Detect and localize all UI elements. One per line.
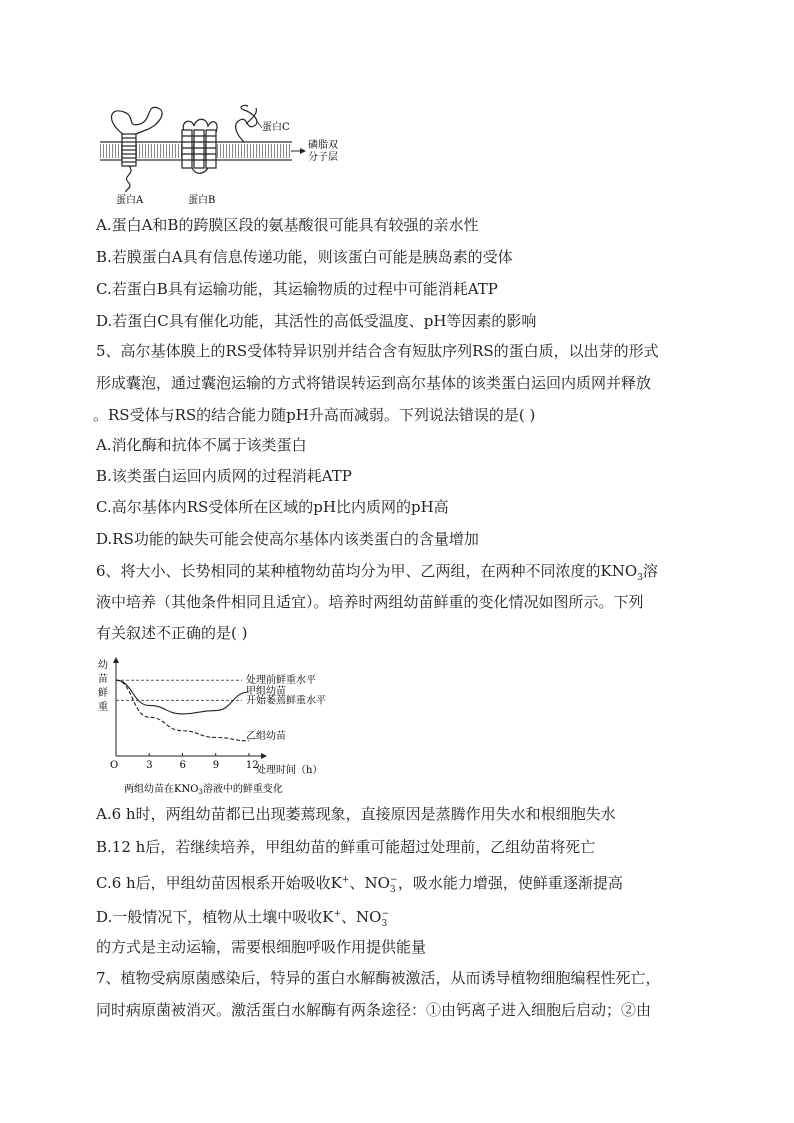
fresh-weight-chart xyxy=(96,656,356,796)
q6-stem-line-2: 液中培养（其他条件相同且适宜）。培养时两组幼苗鲜重的变化情况如图所示。下列 xyxy=(96,593,644,611)
y-axis-label-4: 重 xyxy=(98,702,108,713)
y-axis-label-2: 苗 xyxy=(98,674,108,685)
protein-c-shape xyxy=(236,105,257,142)
q4-option-d: D.若蛋白C具有催化功能，其活性的高低受温度、pH等因素的影响 xyxy=(96,312,537,330)
caption-sub: 3 xyxy=(198,788,203,796)
reference-line-label: 处理前鲜重水平 xyxy=(246,675,316,687)
q5-option-d: D.RS功能的缺失可能会使高尔基体内该类蛋白的含量增加 xyxy=(96,530,479,548)
x-tick-label: 3 xyxy=(146,760,153,771)
q6-stem-1b: 溶 xyxy=(642,562,658,580)
q5-stem-line-3: 。RS受体与RS的结合能力随pH升高而减弱。下列说法错误的是( ) xyxy=(93,406,536,424)
y-axis-label-1: 幼 xyxy=(98,660,108,671)
q6-stem-1-sub: 3 xyxy=(637,573,643,583)
membrane-protein-figure xyxy=(96,104,366,206)
x-tick-label: 12 xyxy=(245,760,259,771)
q7-stem-line-2: 同时病原菌被消灭。激活蛋白水解酶有两条途径：①由钙离子进入细胞后启动；②由 xyxy=(96,1001,652,1019)
q5-option-c: C.高尔基体内RS受体所在区域的pH比内质网的pH高 xyxy=(96,498,449,516)
q6-c-pre: C.6 h后，甲组幼苗因根系开始吸收K xyxy=(96,874,342,892)
q7-stem-line-1: 7、植物受病原菌感染后，特异的蛋白水解酶被激活，从而诱导植物细胞编程性死亡， xyxy=(96,969,661,987)
q6-option-b: B.12 h后，若继续培养，甲组幼苗的鲜重可能超过处理前，乙组幼苗将死亡 xyxy=(96,838,596,856)
q6-c-post: ，吸水能力增强，使鲜重逐渐提高 xyxy=(397,874,623,892)
q6-c-sup1: + xyxy=(341,875,350,885)
protein-b-label: 蛋白B xyxy=(188,195,216,206)
caption-pre: 两组幼苗在KNO xyxy=(124,784,199,795)
series-line-2 xyxy=(116,680,249,741)
q4-option-c: C.若蛋白B具有运输功能，其运输物质的过程中可能消耗ATP xyxy=(96,280,498,298)
bilayer-label-1: 磷脂双 xyxy=(308,140,338,151)
q6-c-sub: 3 xyxy=(389,885,396,895)
q5-option-a: A.消化酶和抗体不属于该类蛋白 xyxy=(96,436,307,454)
protein-c-label: 蛋白C xyxy=(262,122,290,133)
y-axis-label-3: 鲜 xyxy=(98,688,108,699)
q6-c-mid: 、NO xyxy=(349,874,390,892)
q6-option-c xyxy=(96,870,623,893)
x-tick-label: 6 xyxy=(179,760,186,771)
series-label: 乙组幼苗 xyxy=(246,730,286,742)
q5-stem-line-1: 5、高尔基体膜上的RS受体特异识别并结合含有短肽序列RS的蛋白质，以出芽的形式 xyxy=(96,342,659,360)
q6-option-a: A.6 h时，两组幼苗都已出现萎蔫现象，直接原因是蒸腾作用失水和根细胞失水 xyxy=(96,805,616,823)
q6-stem-1a: 6、将大小、长势相同的某种植物幼苗均分为甲、乙两组，在两种不同浓度的KNO xyxy=(96,562,638,580)
q6-stem-line-3: 有关叙述不正确的是( ) xyxy=(96,624,248,642)
q6-d-sup2: − xyxy=(381,909,389,919)
caption-post: 溶液中的鲜重变化 xyxy=(202,784,283,795)
q6-d-sub: 3 xyxy=(381,919,388,929)
q5-option-b: B.该类蛋白运回内质网的过程消耗ATP xyxy=(96,467,352,485)
q6-d-mid: 、NO xyxy=(341,908,382,926)
q4-option-a: A.蛋白A和B的跨膜区段的氨基酸很可能具有较强的亲水性 xyxy=(96,216,479,234)
protein-a-label: 蛋白A xyxy=(116,195,144,206)
chart-caption xyxy=(124,782,283,796)
q6-option-d-line-2: 的方式是主动运输，需要根细胞呼吸作用提供能量 xyxy=(96,938,427,956)
x-tick-label: 9 xyxy=(212,760,220,771)
q6-d-pre: D.一般情况下，植物从土壤中吸收K xyxy=(96,908,334,926)
q6-stem-line-1 xyxy=(96,561,658,588)
q6-c-sup2: − xyxy=(389,875,398,885)
q6-option-d xyxy=(96,904,389,927)
x-axis-label: 处理时间（h） xyxy=(256,765,323,776)
q5-stem-line-2: 形成囊泡，通过囊泡运输的方式将错误转运到高尔基体的该类蛋白运回内质网并释放 xyxy=(96,374,652,392)
x-tick-label: O xyxy=(110,760,119,771)
q6-d-sup1: + xyxy=(333,909,342,919)
series-label: 甲组幼苗 xyxy=(246,686,286,697)
q4-option-b: B.若膜蛋白A具有信息传递功能，则该蛋白可能是胰岛素的受体 xyxy=(96,248,513,266)
bilayer-label-2: 分子层 xyxy=(308,152,338,163)
reference-line-label: 开始萎蔫鲜重水平 xyxy=(246,695,326,707)
series-line-1 xyxy=(116,680,249,714)
protein-b-shape xyxy=(182,119,217,173)
